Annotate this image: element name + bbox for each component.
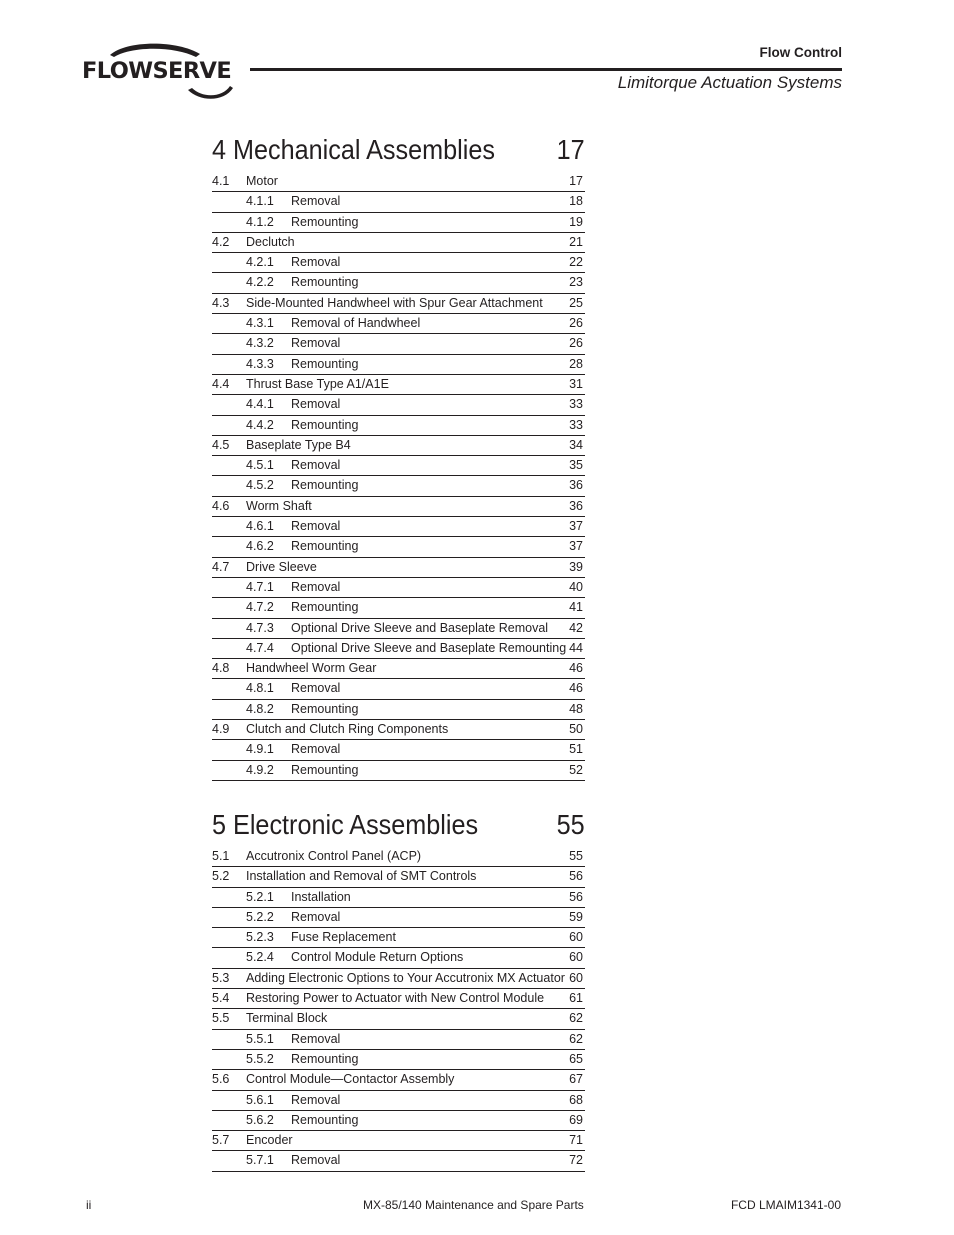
toc-entry-page: 60 [569,950,583,965]
toc-entry-page: 35 [569,458,583,473]
toc-entry-number: 5.6.2 [246,1112,274,1127]
toc-entry-number: 4.5 [212,437,230,452]
toc-entry-page: 60 [569,970,583,985]
header-top-label: Flow Control [759,45,842,60]
toc-entry-page: 50 [569,722,583,737]
toc-entry-title: Terminal Block [246,1011,328,1026]
toc-entry[interactable] [212,213,585,233]
toc-entry-title: Removal of Handwheel [291,316,421,331]
section-page: 17 [556,134,585,165]
toc-entry-number: 4.7 [212,559,230,574]
toc-entry-number: 5.5.2 [246,1051,274,1066]
toc-entry-page: 17 [569,174,583,188]
toc-entry-page: 26 [569,316,583,331]
toc-entry-title: Side-Mounted Handwheel with Spur Gear Attachment [246,295,543,310]
toc-entry-number: 4.6.1 [246,519,274,534]
toc-entry[interactable] [212,578,585,598]
toc-entry-number: 5.2 [212,869,230,884]
toc-entry[interactable] [212,1151,585,1171]
toc-entry-number: 4.8 [212,661,230,676]
toc-entry-title: Installation and Removal of SMT Controls [246,869,477,884]
toc-entry-title: Drive Sleeve [246,559,317,574]
toc-entry-title: Optional Drive Sleeve and Baseplate Removal [291,620,549,635]
toc-entry-page: 65 [569,1051,583,1066]
toc-rows [212,847,585,1172]
section-heading [212,808,585,842]
toc-entry-page: 59 [569,909,583,924]
toc-entry-number: 4.7.3 [246,620,274,635]
toc-entry-title: Removal [291,255,341,270]
toc-entry-title: Accutronix Control Panel (ACP) [246,849,422,863]
toc-entry-page: 39 [569,559,583,574]
toc-entry[interactable] [212,537,585,557]
toc-entry-title: Baseplate Type B4 [246,437,351,452]
toc-entry[interactable] [212,1009,585,1029]
toc-entry-page: 48 [569,701,583,716]
toc-entry-title: Removal [291,909,341,924]
toc-entry[interactable] [212,233,585,253]
toc-entry[interactable] [212,1111,585,1131]
toc-entry-number: 4.5.2 [246,478,274,493]
toc-entry[interactable] [212,908,585,928]
toc-entry-title: Removal [291,1092,341,1107]
toc-entry-number: 5.6.1 [246,1092,274,1107]
section-number: 5 [212,809,227,840]
toc-entry-page: 23 [569,275,583,290]
toc-entry-page: 21 [569,234,583,249]
toc-entry-page: 60 [569,930,583,945]
toc-entry-number: 4.2.2 [246,275,274,290]
toc-entry-page: 37 [569,539,583,554]
toc-entry[interactable] [212,273,585,293]
toc-entry-page: 40 [569,579,583,594]
toc-entry[interactable] [212,1091,585,1111]
toc-entry[interactable] [212,639,585,659]
toc-entry-page: 18 [569,194,583,209]
section-title: Mechanical Assemblies [233,134,495,165]
toc-entry-page: 31 [569,376,583,391]
toc-entry-title: Removal [291,1153,341,1168]
toc-entry[interactable] [212,598,585,618]
toc-entry-title: Removal [291,519,341,534]
toc-entry[interactable] [212,720,585,740]
flowserve-logo [82,42,242,100]
toc-entry-number: 4.7.2 [246,600,274,615]
toc-entry-number: 4.3 [212,295,230,310]
toc-entry-title: Clutch and Clutch Ring Components [246,722,449,737]
toc-entry-title: Remounting [291,214,359,229]
toc-entry[interactable] [212,416,585,436]
toc-entry[interactable] [212,355,585,375]
toc-entry[interactable] [212,928,585,948]
toc-section-mechanical [212,133,585,781]
toc-entry[interactable] [212,375,585,395]
toc-entry[interactable] [212,948,585,968]
toc-entry-page: 55 [569,849,583,863]
toc-entry-number: 4.3.1 [246,316,274,331]
toc-entry-page: 56 [569,869,583,884]
section-heading [212,133,585,167]
toc-entry-number: 5.7 [212,1133,230,1148]
toc-entry[interactable] [212,476,585,496]
toc-entry-page: 42 [569,620,583,635]
toc-entry-title: Remounting [291,1051,359,1066]
toc-entry[interactable] [212,619,585,639]
toc-entry-number: 5.5 [212,1011,230,1026]
header-subtitle: Limitorque Actuation Systems [617,73,842,92]
toc-entry[interactable] [212,294,585,314]
toc-entry-title: Handwheel Worm Gear [246,661,377,676]
toc-entry-page: 26 [569,336,583,351]
toc-entry-page: 71 [569,1133,583,1148]
toc-entry-page: 61 [569,991,583,1006]
toc-entry-title: Removal [291,458,341,473]
toc-entry-number: 4.1 [212,174,230,188]
toc-entry[interactable] [212,1030,585,1050]
toc-entry-page: 52 [569,762,583,777]
toc-entry-title: Removal [291,681,341,696]
toc-entry-page: 67 [569,1072,583,1087]
toc-entry-number: 4.4.2 [246,417,274,432]
toc-entry[interactable] [212,761,585,781]
toc-entry[interactable] [212,888,585,908]
toc-entry-title: Removal [291,579,341,594]
toc-entry-title: Control Module Return Options [291,950,464,965]
toc-entry-number: 4.5.1 [246,458,274,473]
toc-entry-number: 4.6.2 [246,539,274,554]
toc-entry-page: 28 [569,356,583,371]
toc-entry-number: 5.2.3 [246,930,274,945]
toc-entry-number: 5.2.4 [246,950,274,965]
toc-entry[interactable] [212,700,585,720]
footer-document-title: MX-85/140 Maintenance and Spare Parts [363,1198,584,1212]
toc-entry-page: 37 [569,519,583,534]
logo-wordmark: FLOWSERVE [82,58,232,84]
toc-entry[interactable] [212,1070,585,1090]
toc-entry-number: 4.7.1 [246,579,274,594]
toc-entry[interactable] [212,314,585,334]
toc-entry-number: 4.8.2 [246,701,274,716]
toc-entry-title: Removal [291,194,341,209]
toc-entry-page: 72 [569,1153,583,1168]
toc-entry[interactable] [212,395,585,415]
toc-entry-title: Removal [291,336,341,351]
toc-entry[interactable] [212,253,585,273]
toc-entry-title: Worm Shaft [246,498,312,513]
toc-entry-title: Remounting [291,356,359,371]
section-page: 55 [556,809,585,840]
toc-entry-page: 36 [569,478,583,493]
toc-entry-number: 5.6 [212,1072,230,1087]
toc-entry-page: 69 [569,1112,583,1127]
toc-entry[interactable] [212,517,585,537]
toc-entry[interactable] [212,989,585,1009]
toc-entry-title: Control Module—Contactor Assembly [246,1072,455,1087]
header-rule [250,68,842,71]
section-title: Electronic Assemblies [233,809,479,840]
toc-entry[interactable] [212,659,585,679]
toc-entry-number: 4.4.1 [246,397,274,412]
toc-entry-number: 5.2.2 [246,909,274,924]
toc-entry-title: Fuse Replacement [291,930,396,945]
toc-entry-title: Optional Drive Sleeve and Baseplate Remounting [291,640,567,655]
toc-entry-page: 41 [569,600,583,615]
toc-entry[interactable] [212,172,585,192]
toc-entry[interactable] [212,679,585,699]
toc-entry-title: Adding Electronic Options to Your Accutronix MX Actuator [246,970,565,985]
toc-entry-number: 5.1 [212,849,230,863]
footer-page-number: ii [86,1198,92,1212]
toc-entry-title: Motor [246,174,278,188]
toc-entry[interactable] [212,1131,585,1151]
toc-entry-title: Removal [291,742,341,757]
toc-entry[interactable] [212,867,585,887]
toc-entry-page: 68 [569,1092,583,1107]
toc-entry-number: 5.2.1 [246,889,274,904]
toc-entry-title: Restoring Power to Actuator with New Control Module [246,991,545,1006]
toc-entry-number: 5.7.1 [246,1153,274,1168]
toc-entry-page: 34 [569,437,583,452]
toc-entry-title: Remounting [291,600,359,615]
toc-entry-title: Remounting [291,701,359,716]
footer-document-code: FCD LMAIM1341-00 [730,1198,841,1212]
toc-entry-number: 4.9.1 [246,742,274,757]
toc-entry-number: 5.3 [212,970,230,985]
toc-entry-page: 25 [569,295,583,310]
toc-entry-title: Remounting [291,417,359,432]
toc-entry-title: Remounting [291,478,359,493]
toc-entry-page: 51 [569,742,583,757]
toc-entry-page: 56 [569,889,583,904]
toc-entry[interactable] [212,497,585,517]
toc-entry-number: 4.9.2 [246,762,274,777]
toc-entry-number: 4.1.1 [246,194,274,209]
toc-entry-title: Declutch [246,234,295,249]
toc-section-electronic [212,808,585,1172]
toc-entry-page: 46 [569,681,583,696]
section-number: 4 [212,134,227,165]
toc-entry[interactable] [212,847,585,867]
toc-entry-page: 62 [569,1011,583,1026]
toc-entry[interactable] [212,436,585,456]
toc-entry-number: 4.8.1 [246,681,274,696]
toc-entry-number: 4.1.2 [246,214,274,229]
toc-entry-page: 44 [569,640,583,655]
toc-entry-page: 33 [569,417,583,432]
toc-entry-number: 4.2 [212,234,230,249]
toc-entry-page: 46 [569,661,583,676]
toc-entry-page: 33 [569,397,583,412]
toc-rows [212,172,585,781]
toc-entry-title: Remounting [291,275,359,290]
toc-entry-page: 62 [569,1031,583,1046]
toc-entry-number: 4.3.3 [246,356,274,371]
toc-entry[interactable] [212,456,585,476]
toc-entry[interactable] [212,192,585,212]
toc-entry-number: 5.4 [212,991,230,1006]
toc-entry[interactable] [212,334,585,354]
toc-entry-page: 19 [569,214,583,229]
toc-entry-page: 22 [569,255,583,270]
toc-entry-title: Removal [291,397,341,412]
toc-entry-title: Removal [291,1031,341,1046]
toc-entry-number: 4.3.2 [246,336,274,351]
toc-entry-number: 4.7.4 [246,640,274,655]
toc-entry[interactable] [212,1050,585,1070]
toc-entry-title: Remounting [291,539,359,554]
toc-entry-title: Encoder [246,1133,293,1148]
toc-entry-title: Remounting [291,1112,359,1127]
toc-entry-number: 5.5.1 [246,1031,274,1046]
toc-entry-number: 4.9 [212,722,230,737]
toc-entry[interactable] [212,969,585,989]
toc-entry-title: Thrust Base Type A1/A1E [246,376,389,391]
toc-entry[interactable] [212,740,585,760]
toc-entry-page: 36 [569,498,583,513]
toc-entry[interactable] [212,558,585,578]
toc-entry-number: 4.4 [212,376,230,391]
toc-entry-title: Remounting [291,762,359,777]
toc-entry-number: 4.6 [212,498,230,513]
toc-entry-title: Installation [291,889,351,904]
toc-entry-number: 4.2.1 [246,255,274,270]
